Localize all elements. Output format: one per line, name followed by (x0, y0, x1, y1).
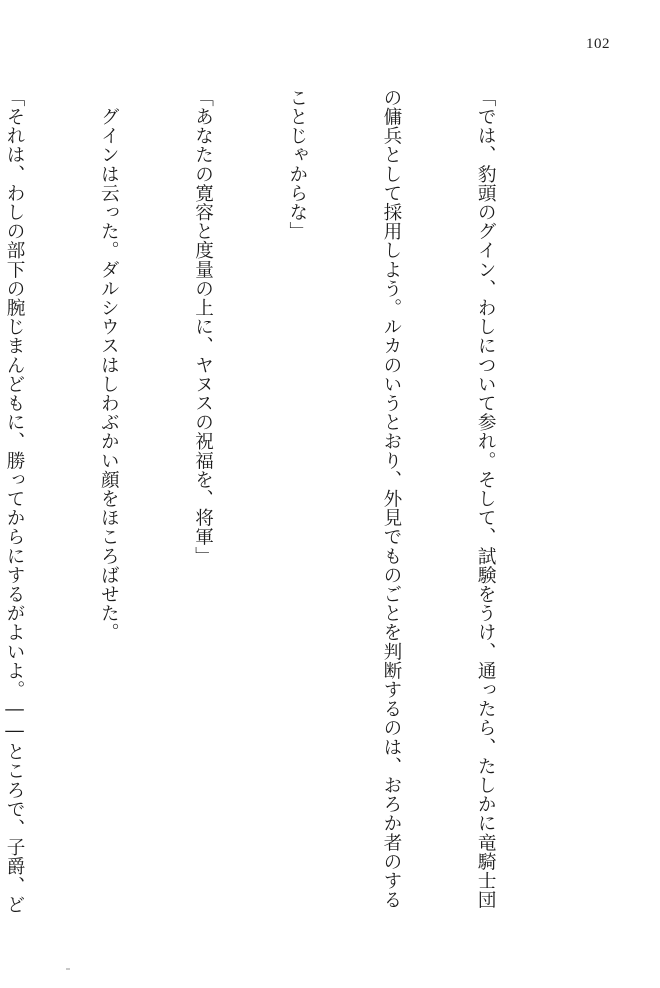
page-mark (66, 968, 70, 970)
text-line: 「それは、わしの部下の腕じまんどもに、勝ってからにするがよいよ。――ところで、子爵、ど (4, 88, 26, 915)
text-line: グインは云った。ダルシウスはしわぶかい顔をほころばせた。 (98, 88, 120, 642)
text-line: ことじゃからな」 (286, 88, 308, 241)
page-number: 102 (586, 36, 610, 52)
text-line: 「あなたの寛容と度量の上に、ヤヌスの祝福を、将軍」 (192, 88, 214, 566)
text-line: の傭兵として採用しよう。ルカのいうとおり、外見でものごとを判断するのは、おろか者のする (380, 88, 402, 910)
text-line: 「では、豹頭のグイン、わしについて参れ。そして、試験をうけ、通ったら、たしかに竜騎士団 (475, 88, 497, 910)
vertical-text-block (0, 88, 564, 948)
